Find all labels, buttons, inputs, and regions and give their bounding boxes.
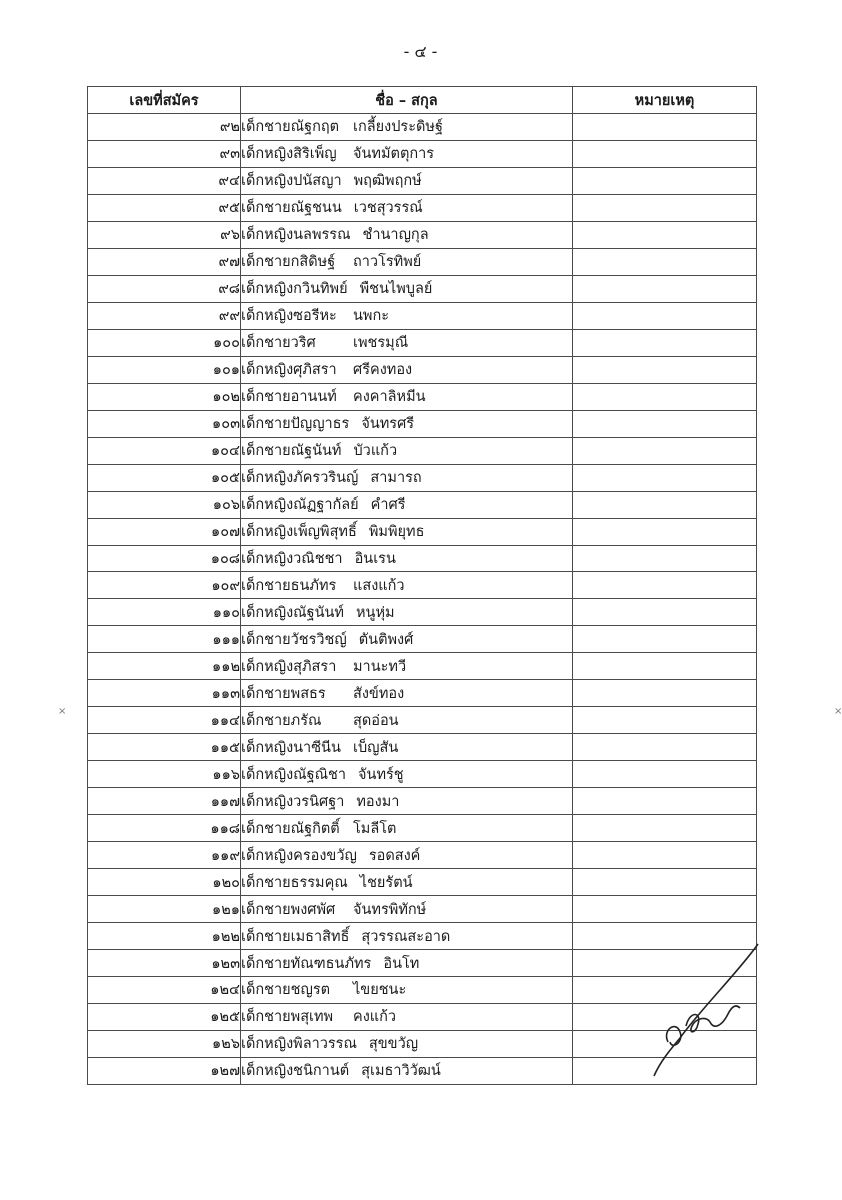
last-name: จันทมัตตุการ [353, 146, 435, 163]
applicant-name [241, 410, 573, 437]
applicant-name [241, 761, 573, 788]
first-name: เด็กหญิงณัฐนันท์ [241, 604, 344, 621]
last-name: นพกะ [353, 308, 390, 325]
scan-mark-left: × [58, 706, 67, 717]
header-applicant-number: เลขที่สมัคร [88, 87, 241, 114]
table-row [88, 869, 757, 896]
header-full-name: ชื่อ – สกุล [241, 87, 573, 114]
remark-cell [573, 221, 757, 248]
applicant-name [241, 653, 573, 680]
first-name: เด็กหญิงภัครวรินญ์ [241, 470, 359, 487]
first-name: เด็กชายวัชรวิชญ์ [241, 631, 347, 648]
first-name: เด็กหญิงปนัสญา [241, 173, 342, 190]
table-row [88, 761, 757, 788]
remark-cell [573, 302, 757, 329]
applicant-name [241, 491, 573, 518]
table-row [88, 464, 757, 491]
last-name: อินโท [383, 955, 420, 972]
applicant-number: ๑๑๒ [88, 653, 241, 680]
last-name: สุเมธาวิวัฒน์ [361, 1063, 441, 1080]
first-name: เด็กหญิงวณิชชา [241, 550, 343, 567]
remark-cell [573, 680, 757, 707]
applicant-name [241, 707, 573, 734]
applicant-number: ๑๐๖ [88, 491, 241, 518]
first-name: เด็กหญิงสิริเพ็ญ [241, 146, 337, 163]
last-name: ชำนาญกุล [362, 227, 429, 244]
remark-cell [573, 896, 757, 923]
applicant-number: ๑๒๕ [88, 1003, 241, 1030]
table-row [88, 680, 757, 707]
last-name: เบ็ญสัน [353, 739, 399, 756]
applicant-number: ๑๒๗ [88, 1057, 241, 1084]
applicant-number: ๙๓ [88, 140, 241, 167]
first-name: เด็กชายพงศพัศ [241, 901, 336, 918]
first-name: เด็กหญิงกวินทิพย์ [241, 281, 348, 298]
applicant-name [241, 167, 573, 194]
first-name: เด็กชายณัฐกฤต [241, 119, 340, 136]
remark-cell [573, 545, 757, 572]
remark-cell [573, 491, 757, 518]
applicant-number: ๑๐๒ [88, 383, 241, 410]
last-name: จันทรศรี [361, 416, 415, 433]
remark-cell [573, 356, 757, 383]
applicant-number: ๑๑๐ [88, 599, 241, 626]
applicant-name [241, 869, 573, 896]
table-row [88, 275, 757, 302]
remark-cell [573, 788, 757, 815]
last-name: ทองมา [356, 793, 400, 810]
table-row [88, 437, 757, 464]
applicant-name [241, 896, 573, 923]
applicant-name [241, 302, 573, 329]
applicant-name [241, 626, 573, 653]
applicant-name [241, 518, 573, 545]
applicant-number: ๑๑๔ [88, 707, 241, 734]
table-row [88, 734, 757, 761]
first-name: เด็กชายชญรต [241, 982, 331, 999]
last-name: เพชรมุณี [353, 335, 409, 352]
last-name: สังข์ทอง [353, 685, 405, 702]
last-name: จันทรพิทักษ์ [353, 901, 427, 918]
remark-cell [573, 437, 757, 464]
last-name: สุดอ่อน [353, 712, 399, 729]
first-name: เด็กหญิงศุภิสรา [241, 362, 337, 379]
applicant-number: ๙๒ [88, 114, 241, 141]
applicant-number: ๑๒๑ [88, 896, 241, 923]
last-name: ไขยชนะ [353, 982, 407, 999]
applicant-name [241, 248, 573, 275]
applicant-name [241, 329, 573, 356]
table-row [88, 491, 757, 518]
remark-cell [573, 572, 757, 599]
table-row [88, 329, 757, 356]
table-row [88, 114, 757, 141]
first-name: เด็กชายภรัณ [241, 712, 322, 729]
first-name: เด็กหญิงณัฏฐากัลย์ [241, 497, 359, 514]
table-row [88, 599, 757, 626]
last-name: บัวแก้ว [353, 443, 398, 460]
applicant-number: ๑๑๖ [88, 761, 241, 788]
last-name: คงแก้ว [353, 1009, 397, 1026]
applicant-number: ๑๐๘ [88, 545, 241, 572]
table-row [88, 410, 757, 437]
first-name: เด็กหญิงวรนิศฐา [241, 793, 345, 810]
applicant-number: ๑๐๑ [88, 356, 241, 383]
first-name: เด็กหญิงณัฐณิชา [241, 766, 347, 783]
remark-cell [573, 518, 757, 545]
applicant-name [241, 1057, 573, 1084]
applicant-number: ๑๐๗ [88, 518, 241, 545]
applicant-number: ๑๑๕ [88, 734, 241, 761]
applicant-name [241, 437, 573, 464]
remark-cell [573, 167, 757, 194]
last-name: สามารถ [370, 470, 422, 487]
applicant-name [241, 842, 573, 869]
first-name: เด็กหญิงนาซีนีน [241, 739, 341, 756]
first-name: เด็กหญิงชนิกานต์ [241, 1063, 350, 1080]
applicant-number: ๑๑๙ [88, 842, 241, 869]
applicant-number: ๑๐๕ [88, 464, 241, 491]
table-row [88, 788, 757, 815]
table-row [88, 842, 757, 869]
first-name: เด็กหญิงนลพรรณ [241, 227, 351, 244]
applicant-number: ๑๐๐ [88, 329, 241, 356]
first-name: เด็กชายธรรมคุณ [241, 874, 348, 891]
remark-cell [573, 626, 757, 653]
applicant-name [241, 140, 573, 167]
applicant-number: ๑๑๑ [88, 626, 241, 653]
table-row [88, 302, 757, 329]
remark-cell [573, 734, 757, 761]
applicant-number: ๑๑๗ [88, 788, 241, 815]
table-row [88, 545, 757, 572]
table-row [88, 356, 757, 383]
applicant-name [241, 221, 573, 248]
remark-cell [573, 464, 757, 491]
applicant-name [241, 680, 573, 707]
remark-cell [573, 842, 757, 869]
table-row [88, 518, 757, 545]
first-name: เด็กชายพสุเทพ [241, 1009, 334, 1026]
last-name: โมลีโต [353, 820, 397, 837]
applicant-name [241, 815, 573, 842]
remark-cell [573, 761, 757, 788]
applicant-name [241, 734, 573, 761]
applicant-name [241, 114, 573, 141]
applicant-name [241, 1003, 573, 1030]
last-name: เกลี้ยงประดิษฐ์ [353, 119, 443, 136]
applicant-number: ๙๔ [88, 167, 241, 194]
last-name: ถาวโรทิพย์ [353, 254, 422, 271]
applicant-name [241, 950, 573, 977]
first-name: เด็กชายปัญญาธร [241, 416, 350, 433]
first-name: เด็กชายธนภัทร [241, 577, 337, 594]
first-name: เด็กชายณัฐนันท์ [241, 443, 342, 460]
applicant-name [241, 923, 573, 950]
applicant-name [241, 977, 573, 1004]
table-row [88, 248, 757, 275]
applicant-number: ๑๑๘ [88, 815, 241, 842]
applicant-name [241, 275, 573, 302]
table-header-row [88, 87, 757, 114]
remark-cell [573, 383, 757, 410]
last-name: คำศรี [370, 497, 406, 514]
last-name: พฤฒิพฤกษ์ [353, 173, 422, 190]
applicant-number: ๑๒๔ [88, 977, 241, 1004]
last-name: คงคาลิหมีน [353, 389, 426, 406]
applicant-number: ๑๐๔ [88, 437, 241, 464]
table-row [88, 896, 757, 923]
last-name: แสงแก้ว [353, 577, 405, 594]
applicant-number: ๙๖ [88, 221, 241, 248]
first-name: เด็กหญิงเพ็ญพิสุทธิ์ [241, 524, 357, 541]
table-row [88, 221, 757, 248]
applicant-number: ๙๕ [88, 194, 241, 221]
remark-cell [573, 275, 757, 302]
last-name: เวชสุวรรณ์ [353, 200, 423, 217]
applicant-number: ๑๒๖ [88, 1030, 241, 1057]
remark-cell [573, 653, 757, 680]
table-row [88, 626, 757, 653]
first-name: เด็กหญิงพิลาวรรณ [241, 1036, 357, 1053]
remark-cell [573, 869, 757, 896]
applicant-name [241, 788, 573, 815]
first-name: เด็กหญิงสุภิสรา [241, 658, 337, 675]
applicant-name [241, 599, 573, 626]
table-row [88, 707, 757, 734]
last-name: ตันติพงศ์ [358, 631, 414, 648]
applicant-name [241, 464, 573, 491]
last-name: มานะทวี [353, 658, 407, 675]
last-name: สุวรรณสะอาด [361, 928, 451, 945]
remark-cell [573, 707, 757, 734]
table-row [88, 815, 757, 842]
applicant-number: ๑๐๙ [88, 572, 241, 599]
applicant-name [241, 383, 573, 410]
remark-cell [573, 140, 757, 167]
first-name: เด็กชายกสิดิษฐ์ [241, 254, 336, 271]
first-name: เด็กชายทัณฑธนภัทร [241, 955, 372, 972]
first-name: เด็กชายพสธร [241, 685, 326, 702]
applicant-name [241, 572, 573, 599]
last-name: อินเรน [354, 550, 396, 567]
remark-cell [573, 194, 757, 221]
header-remarks: หมายเหตุ [573, 87, 757, 114]
applicant-name [241, 194, 573, 221]
first-name: เด็กชายณัฐชนน [241, 200, 342, 217]
remark-cell [573, 599, 757, 626]
last-name: ไชยรัตน์ [359, 874, 413, 891]
applicant-number: ๑๑๓ [88, 680, 241, 707]
last-name: จันทร์ชู [358, 766, 404, 783]
first-name: เด็กชายวริศ [241, 335, 316, 352]
last-name: ศรีคงทอง [353, 362, 413, 379]
applicant-number: ๙๘ [88, 275, 241, 302]
last-name: พิมพิยุทธ [368, 524, 425, 541]
applicant-number: ๙๗ [88, 248, 241, 275]
first-name: เด็กชายเมธาสิทธิ์ [241, 928, 350, 945]
last-name: หนูหุ่ม [355, 604, 395, 621]
remark-cell [573, 410, 757, 437]
applicant-name [241, 1030, 573, 1057]
last-name: รอดสงค์ [368, 847, 421, 864]
last-name: สุขขวัญ [368, 1036, 419, 1053]
table-row [88, 572, 757, 599]
applicant-number: ๑๐๓ [88, 410, 241, 437]
applicant-number: ๑๒๐ [88, 869, 241, 896]
first-name: เด็กหญิงครองขวัญ [241, 847, 357, 864]
last-name: พืชนไพบูลย์ [359, 281, 433, 298]
remark-cell [573, 815, 757, 842]
table-row [88, 167, 757, 194]
handwritten-signature [640, 930, 770, 1090]
applicant-number: ๑๒๓ [88, 950, 241, 977]
table-row [88, 194, 757, 221]
table-row [88, 653, 757, 680]
applicant-number: ๑๒๒ [88, 923, 241, 950]
page-number: - ๔ - [403, 42, 438, 61]
remark-cell [573, 248, 757, 275]
remark-cell [573, 114, 757, 141]
table-row [88, 383, 757, 410]
applicant-name [241, 545, 573, 572]
applicant-number: ๙๙ [88, 302, 241, 329]
applicant-name [241, 356, 573, 383]
scan-mark-right: × [834, 706, 842, 717]
remark-cell [573, 329, 757, 356]
first-name: เด็กชายอานนท์ [241, 389, 337, 406]
first-name: เด็กหญิงซอรีหะ [241, 308, 337, 325]
first-name: เด็กชายณัฐกิตติ์ [241, 820, 340, 837]
table-row [88, 140, 757, 167]
